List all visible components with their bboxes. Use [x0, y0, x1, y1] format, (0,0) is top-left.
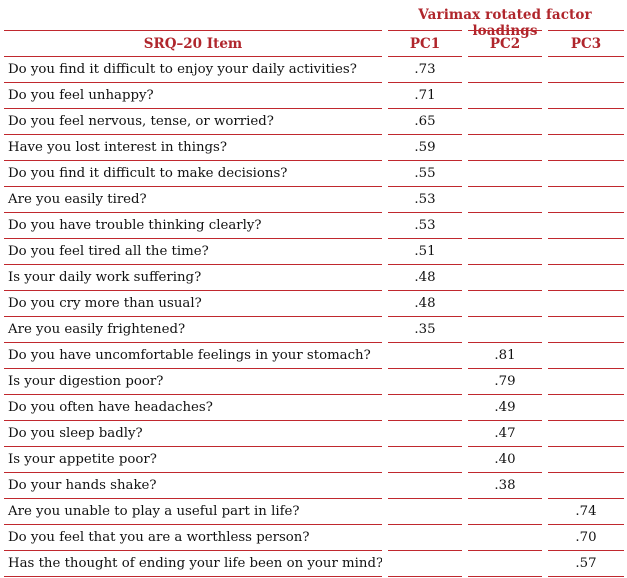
pc2-cell: .38: [465, 473, 545, 499]
table-row: [4, 395, 624, 421]
pc2-cell: [465, 135, 545, 161]
pc3-cell: [545, 291, 624, 317]
item-cell: Are you easily tired?: [4, 187, 385, 213]
loadings-table: [4, 30, 624, 577]
table-row: [4, 369, 624, 395]
pc1-cell: [385, 551, 465, 577]
pc1-cell: .71: [385, 83, 465, 109]
item-cell: Do you have uncomfortable feelings in your stomach?: [4, 343, 385, 369]
item-cell: Do you cry more than usual?: [4, 291, 385, 317]
table-row: [4, 421, 624, 447]
pc2-cell: [465, 213, 545, 239]
pc3-cell: [545, 395, 624, 421]
pc3-cell: [545, 369, 624, 395]
table-row: [4, 499, 624, 525]
pc3-cell: [545, 57, 624, 83]
table-row: [4, 447, 624, 473]
pc3-cell: [545, 473, 624, 499]
pc2-cell: .79: [465, 369, 545, 395]
pc3-cell: .74: [545, 499, 624, 525]
pc1-cell: .53: [385, 213, 465, 239]
table-row: [4, 291, 624, 317]
pc2-cell: [465, 239, 545, 265]
item-cell: Do you often have headaches?: [4, 395, 385, 421]
pc2-cell: .49: [465, 395, 545, 421]
pc2-cell: [465, 161, 545, 187]
pc3-cell: [545, 109, 624, 135]
pc1-cell: .73: [385, 57, 465, 83]
pc3-cell: .70: [545, 525, 624, 551]
pc3-cell: [545, 265, 624, 291]
item-cell: Is your appetite poor?: [4, 447, 385, 473]
pc3-cell: [545, 135, 624, 161]
pc2-cell: [465, 525, 545, 551]
item-cell: Do you find it difficult to enjoy your daily activities?: [4, 57, 385, 83]
pc1-cell: [385, 369, 465, 395]
table-body: [4, 57, 624, 577]
item-cell: Do you feel that you are a worthless person?: [4, 525, 385, 551]
table-row: [4, 187, 624, 213]
pc3-cell: [545, 317, 624, 343]
pc1-cell: .55: [385, 161, 465, 187]
item-cell: Has the thought of ending your life been on your mind?: [4, 551, 385, 577]
item-cell: Do you feel tired all the time?: [4, 239, 385, 265]
pc2-cell: [465, 265, 545, 291]
pc2-cell: .81: [465, 343, 545, 369]
pc1-cell: [385, 343, 465, 369]
table-row: [4, 551, 624, 577]
pc1-cell: .51: [385, 239, 465, 265]
pc2-cell: [465, 109, 545, 135]
pc2-cell: [465, 317, 545, 343]
pc1-cell: [385, 499, 465, 525]
item-cell: Are you unable to play a useful part in life?: [4, 499, 385, 525]
item-cell: Do you find it difficult to make decisions?: [4, 161, 385, 187]
table-row: [4, 317, 624, 343]
pc3-cell: [545, 161, 624, 187]
pc3-cell: [545, 239, 624, 265]
pc3-cell: .57: [545, 551, 624, 577]
table-row: [4, 265, 624, 291]
pc1-column-header: PC1: [385, 31, 465, 57]
pc1-cell: .65: [385, 109, 465, 135]
item-cell: Is your daily work suffering?: [4, 265, 385, 291]
item-cell: Do you have trouble thinking clearly?: [4, 213, 385, 239]
table-row: [4, 83, 624, 109]
table-row: [4, 525, 624, 551]
pc2-cell: .40: [465, 447, 545, 473]
item-cell: Are you easily frightened?: [4, 317, 385, 343]
table-row: [4, 135, 624, 161]
pc3-cell: [545, 447, 624, 473]
table-row: [4, 109, 624, 135]
pc1-cell: [385, 421, 465, 447]
pc1-cell: [385, 395, 465, 421]
pc2-cell: [465, 291, 545, 317]
pc2-cell: [465, 57, 545, 83]
table-header-row: [4, 31, 624, 57]
pc1-cell: .48: [385, 291, 465, 317]
pc2-cell: [465, 187, 545, 213]
item-cell: Do you sleep badly?: [4, 421, 385, 447]
pc2-cell: [465, 83, 545, 109]
table-row: [4, 239, 624, 265]
pc1-cell: .59: [385, 135, 465, 161]
pc1-cell: [385, 447, 465, 473]
item-cell: Have you lost interest in things?: [4, 135, 385, 161]
pc3-cell: [545, 343, 624, 369]
pc2-cell: [465, 551, 545, 577]
pc1-cell: [385, 525, 465, 551]
table-row: [4, 343, 624, 369]
pc1-cell: .35: [385, 317, 465, 343]
table-row: [4, 473, 624, 499]
pc2-column-header: PC2: [465, 31, 545, 57]
pc3-cell: [545, 187, 624, 213]
item-column-header: SRQ–20 Item: [4, 31, 385, 57]
table-row: [4, 161, 624, 187]
item-cell: Do you feel nervous, tense, or worried?: [4, 109, 385, 135]
pc3-cell: [545, 83, 624, 109]
group-title: Varimax rotated factor loadings: [418, 7, 592, 39]
pc2-cell: [465, 499, 545, 525]
table-row: [4, 213, 624, 239]
table-row: [4, 57, 624, 83]
pc1-cell: .48: [385, 265, 465, 291]
pc3-column-header: PC3: [545, 31, 624, 57]
item-cell: Do your hands shake?: [4, 473, 385, 499]
item-cell: Is your digestion poor?: [4, 369, 385, 395]
pc1-cell: .53: [385, 187, 465, 213]
item-cell: Do you feel unhappy?: [4, 83, 385, 109]
pc2-cell: .47: [465, 421, 545, 447]
pc3-cell: [545, 213, 624, 239]
pc3-cell: [545, 421, 624, 447]
pc1-cell: [385, 473, 465, 499]
